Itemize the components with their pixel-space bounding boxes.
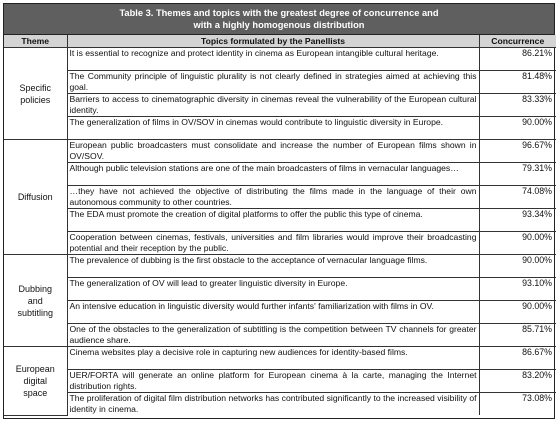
column-header-theme: Theme (4, 35, 67, 48)
theme-cell (4, 347, 67, 416)
concurrence-cell: 86.67% (479, 347, 556, 370)
theme-label-line: European (15, 363, 55, 374)
concurrence-cell: 93.10% (479, 278, 556, 301)
topic-cell: Although public television stations are one of the main broadcasters of films in vernacular languages… (67, 163, 479, 186)
table-figure (3, 3, 555, 419)
theme-label-line: and (27, 295, 43, 306)
table-row (4, 255, 556, 278)
theme-label-line: subtitling (17, 307, 54, 318)
table-row (4, 140, 556, 163)
table-body (4, 48, 556, 416)
topic-cell: Cooperation between cinemas, festivals, universities and film libraries would improve their broadcasting potential and their reception by the public. (67, 232, 479, 255)
concurrence-cell: 73.08% (479, 393, 556, 416)
table-row (4, 393, 556, 416)
topic-cell: The proliferation of digital film distribution networks has contributed significantly to the increased visibility of identity in cinema. (67, 393, 479, 416)
table-row (4, 301, 556, 324)
topic-cell: An intensive education in linguistic diversity would further infants' familiarization with films in OV. (67, 301, 479, 324)
concurrence-cell: 83.33% (479, 94, 556, 117)
table-row (4, 232, 556, 255)
topic-cell: The EDA must promote the creation of digital platforms to offer the public this type of cinema. (67, 209, 479, 232)
concurrence-cell: 90.00% (479, 301, 556, 324)
concurrence-cell: 81.48% (479, 71, 556, 94)
concurrence-cell: 74.08% (479, 186, 556, 209)
topic-cell: It is essential to recognize and protect identity in cinema as European intangible cultural heritage. (67, 48, 479, 71)
topic-cell: The prevalence of dubbing is the first obstacle to the acceptance of vernacular language films. (67, 255, 479, 278)
theme-label-line: digital (23, 375, 47, 386)
concurrence-cell: 96.67% (479, 140, 556, 163)
table-caption (4, 4, 554, 35)
table-row (4, 370, 556, 393)
topic-cell: The Community principle of linguistic plurality is not clearly defined in strategies aimed at achieving this goal. (67, 71, 479, 94)
topic-cell: European public broadcasters must consolidate and increase the number of European films shown in OV/SOV. (67, 140, 479, 163)
topic-cell: The generalization of OV will lead to greater linguistic diversity in Europe. (67, 278, 479, 301)
themes-table (4, 35, 556, 416)
concurrence-cell: 86.21% (479, 48, 556, 71)
theme-label-line: policies (20, 94, 51, 105)
concurrence-cell: 83.20% (479, 370, 556, 393)
topic-cell: One of the obstacles to the generalization of subtitling is the competition between TV channels for greater audience share. (67, 324, 479, 347)
theme-cell (4, 48, 67, 140)
table-row (4, 186, 556, 209)
topic-cell: The generalization of films in OV/SOV in cinemas would contribute to linguistic diversity in Europe. (67, 117, 479, 140)
topic-cell: …they have not achieved the objective of distributing the films made in the language of their own autonomous community to other countries. (67, 186, 479, 209)
table-row (4, 117, 556, 140)
column-header-topics: Topics formulated by the Panellists (67, 35, 479, 48)
table-row (4, 324, 556, 347)
theme-cell (4, 255, 67, 347)
table-row (4, 94, 556, 117)
table-row (4, 163, 556, 186)
topic-cell: UER/FORTA will generate an online platform for European cinema à la carte, managing the Internet distribution rights. (67, 370, 479, 393)
caption-line-2: with a highly homogenous distribution (193, 20, 365, 30)
topic-cell: Cinema websites play a decisive role in capturing new audiences for identity-based films. (67, 347, 479, 370)
column-header-concurrence: Concurrence (479, 35, 556, 48)
theme-label-line: Dubbing (18, 283, 53, 294)
table-row (4, 71, 556, 94)
concurrence-cell: 93.34% (479, 209, 556, 232)
concurrence-cell: 90.00% (479, 232, 556, 255)
theme-label-line: Specific (19, 82, 51, 93)
theme-label-line: Diffusion (17, 192, 53, 202)
theme-cell (4, 140, 67, 255)
concurrence-cell: 90.00% (479, 117, 556, 140)
concurrence-cell: 85.71% (479, 324, 556, 347)
topic-cell: Barriers to access to cinematographic diversity in cinemas reveal the vulnerability of the European cultural identity. (67, 94, 479, 117)
caption-line-1: Table 3. Themes and topics with the greatest degree of concurrence and (119, 8, 439, 18)
theme-label-line: space (23, 387, 48, 398)
table-row (4, 347, 556, 370)
table-row (4, 48, 556, 71)
concurrence-cell: 90.00% (479, 255, 556, 278)
table-row (4, 278, 556, 301)
concurrence-cell: 79.31% (479, 163, 556, 186)
table-row (4, 209, 556, 232)
header-row (4, 35, 556, 48)
